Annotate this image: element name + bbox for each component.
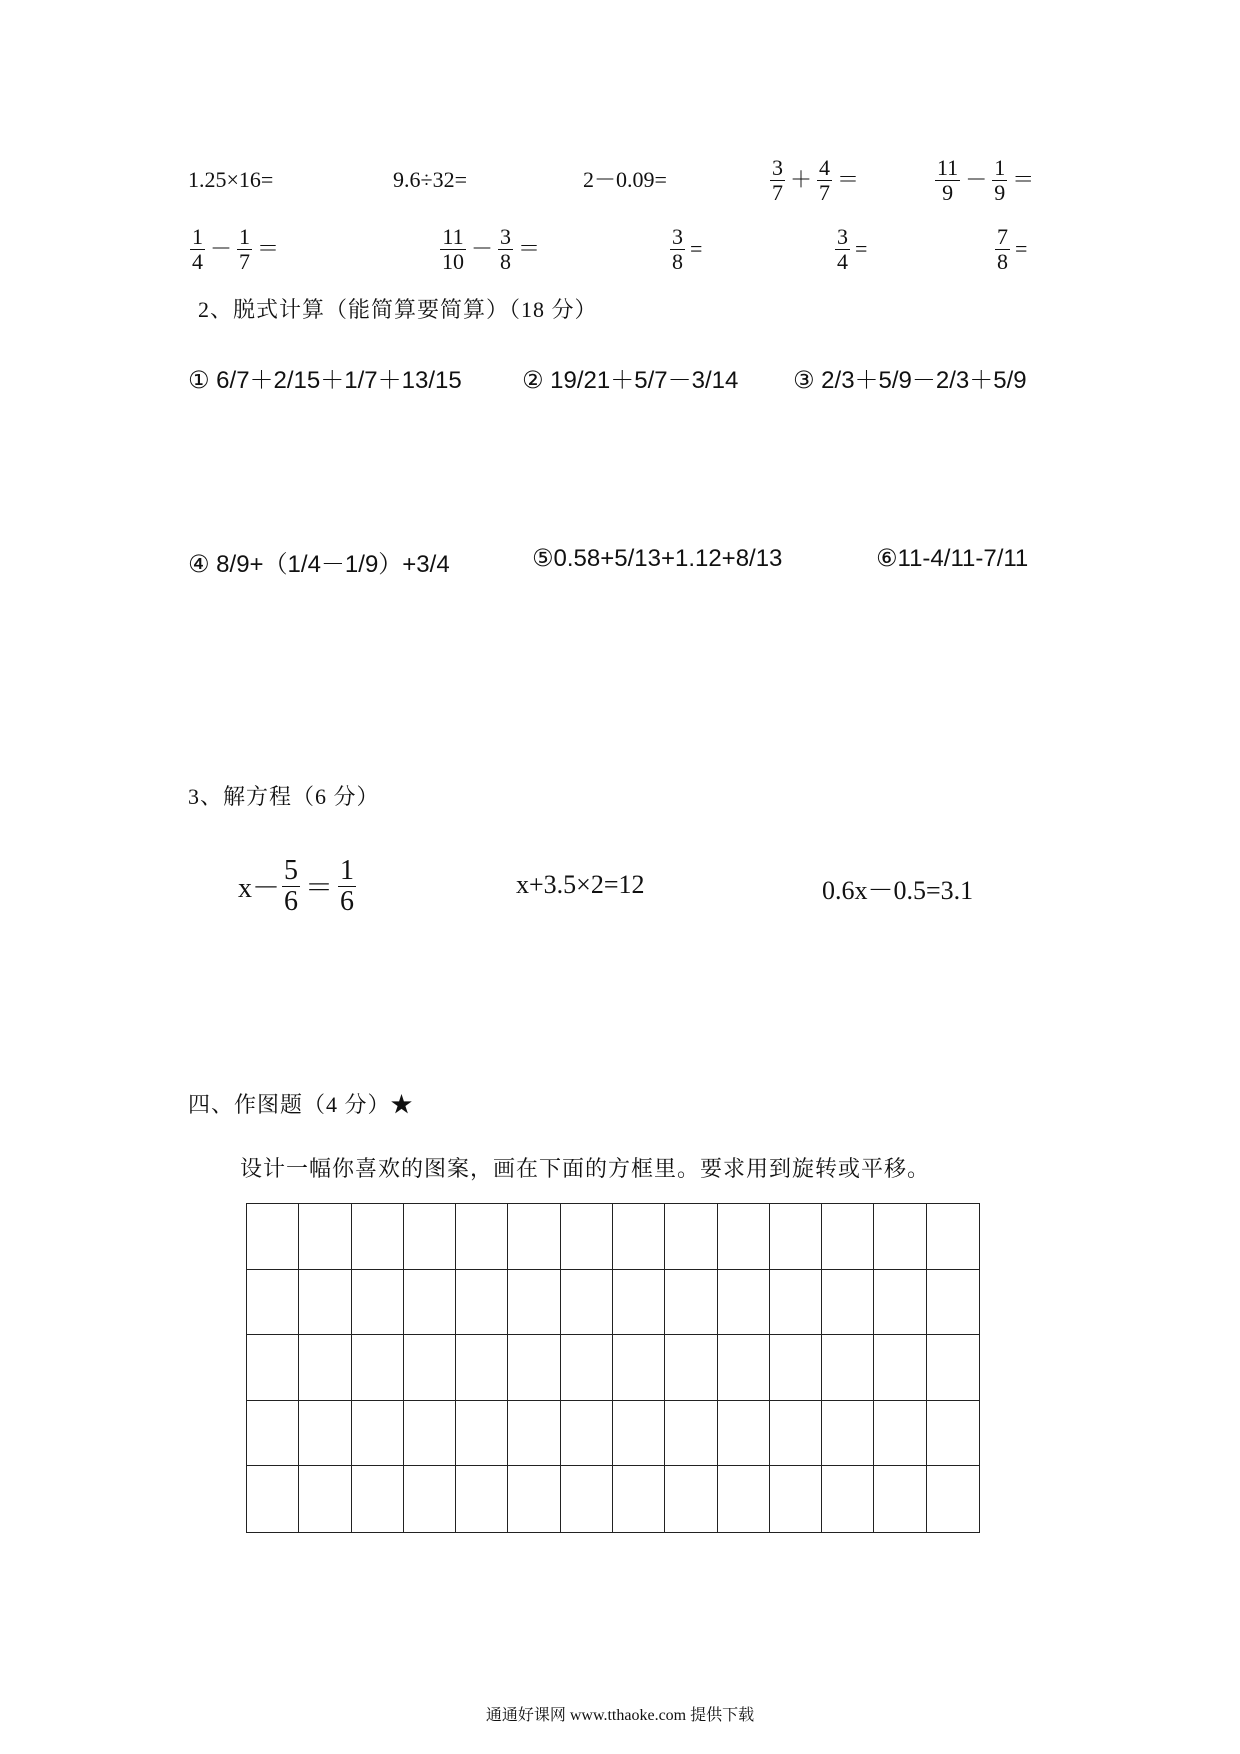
- row2-item-3-frac-num: 3: [672, 224, 683, 250]
- row2-item-2-frac-a-den: 10: [442, 248, 464, 274]
- grid-cell[interactable]: [561, 1270, 613, 1336]
- grid-cell[interactable]: [665, 1270, 717, 1336]
- row1-item-4-frac-b: [817, 156, 832, 203]
- grid-cell[interactable]: [874, 1270, 926, 1336]
- grid-cell[interactable]: [456, 1335, 508, 1401]
- grid-cell[interactable]: [247, 1401, 299, 1467]
- problem-2: ② 19/21＋5/7－3/14: [522, 367, 739, 394]
- grid-cell[interactable]: [247, 1270, 299, 1336]
- grid-cell[interactable]: [508, 1270, 560, 1336]
- row2-item-3-eq: =: [690, 236, 703, 261]
- section4-instruction: 设计一幅你喜欢的图案，画在下面的方框里。要求用到旋转或平移。: [240, 1156, 931, 1181]
- grid-cell[interactable]: [874, 1335, 926, 1401]
- grid-cell[interactable]: [874, 1204, 926, 1270]
- grid-cell[interactable]: [613, 1401, 665, 1467]
- grid-cell[interactable]: [456, 1270, 508, 1336]
- grid-cell[interactable]: [665, 1401, 717, 1467]
- drawing-grid[interactable]: [246, 1203, 980, 1533]
- footer-text: 通通好课网 www.tthaoke.com 提供下载: [485, 1707, 755, 1724]
- row2-item-1-frac-b-num: 1: [239, 224, 251, 250]
- row1-item-4-eq: ＝: [837, 167, 860, 192]
- grid-cell[interactable]: [665, 1204, 717, 1270]
- grid-cell[interactable]: [770, 1270, 822, 1336]
- grid-cell[interactable]: [822, 1270, 874, 1336]
- row2-item-3: [668, 216, 705, 282]
- equation-3: 0.6x－0.5=3.1: [822, 876, 974, 905]
- row1-item-5-frac-a-num: 11: [937, 155, 959, 181]
- grid-cell[interactable]: [404, 1270, 456, 1336]
- grid-cell[interactable]: [299, 1466, 351, 1532]
- grid-cell[interactable]: [561, 1401, 613, 1467]
- row1-item-4-frac-a-num: 3: [772, 155, 783, 181]
- problem-1: ① 6/7＋2/15＋1/7＋13/15: [188, 367, 462, 394]
- row2-item-4-eq: =: [855, 236, 868, 261]
- grid-cell[interactable]: [613, 1335, 665, 1401]
- grid-cell[interactable]: [613, 1270, 665, 1336]
- grid-cell[interactable]: [404, 1466, 456, 1532]
- section2-title: 2、脱式计算（能简算要简算）（18 分）: [198, 297, 598, 322]
- row2-item-2-op: －: [471, 236, 494, 261]
- grid-cell[interactable]: [927, 1270, 979, 1336]
- row1-item-4-frac-b-num: 4: [819, 155, 831, 181]
- grid-cell[interactable]: [874, 1401, 926, 1467]
- row1-item-5-frac-b-den: 9: [994, 179, 1006, 205]
- row2-item-1-eq: ＝: [257, 236, 280, 261]
- equation-1: [238, 846, 358, 926]
- equation-1-frac-a-den: 6: [284, 885, 299, 917]
- grid-cell[interactable]: [613, 1466, 665, 1532]
- grid-cell[interactable]: [718, 1335, 770, 1401]
- row2-item-2-frac-a-num: 11: [440, 225, 466, 249]
- row2-item-3-frac-den: 8: [672, 248, 683, 274]
- grid-cell[interactable]: [770, 1401, 822, 1467]
- row1-item-5-frac-b: [992, 156, 1007, 203]
- grid-cell[interactable]: [404, 1335, 456, 1401]
- problem-3: ③ 2/3＋5/9－2/3＋5/9: [793, 367, 1027, 394]
- row2-item-4-frac: [835, 225, 850, 272]
- row1-item-5: [933, 150, 1037, 210]
- grid-cell[interactable]: [508, 1204, 560, 1270]
- grid-cell[interactable]: [718, 1466, 770, 1532]
- row1-item-4: [768, 150, 862, 210]
- row2-item-4-frac-den: 4: [837, 248, 848, 274]
- grid-cell[interactable]: [352, 1204, 404, 1270]
- grid-cell[interactable]: [508, 1335, 560, 1401]
- grid-cell[interactable]: [456, 1204, 508, 1270]
- row1-item-1: [188, 150, 273, 210]
- row2-item-5: [993, 216, 1030, 282]
- row1-item-5-op: －: [965, 167, 988, 192]
- problem-6: ⑥11-4/11-7/11: [876, 545, 1029, 572]
- grid-cell[interactable]: [718, 1401, 770, 1467]
- oral-calc-row2: [188, 216, 1068, 282]
- section3-title: 3、解方程（6 分）: [188, 784, 380, 809]
- row1-item-4-frac-a: [770, 156, 785, 203]
- grid-cell[interactable]: [352, 1335, 404, 1401]
- grid-cell[interactable]: [613, 1204, 665, 1270]
- equation-1-frac-b-num: 1: [340, 855, 355, 887]
- equation-1-frac-b-den: 6: [340, 885, 355, 917]
- grid-cell[interactable]: [927, 1335, 979, 1401]
- row1-item-5-frac-a: [935, 156, 960, 203]
- row2-item-3-frac: [670, 225, 685, 272]
- row2-item-1-frac-b-den: 7: [239, 248, 251, 274]
- row2-item-4: [833, 216, 870, 282]
- grid-cell[interactable]: [770, 1204, 822, 1270]
- row1-item-3-text: 2－0.09=: [583, 167, 667, 192]
- row2-item-5-eq: =: [1015, 236, 1028, 261]
- grid-cell[interactable]: [770, 1335, 822, 1401]
- row1-item-5-frac-a-den: 9: [942, 179, 954, 205]
- problem-5: ⑤0.58+5/13+1.12+8/13: [532, 545, 783, 572]
- grid-cell[interactable]: [822, 1466, 874, 1532]
- equation-2: x+3.5×2=12: [516, 870, 645, 899]
- grid-cell[interactable]: [927, 1466, 979, 1532]
- grid-cell[interactable]: [299, 1204, 351, 1270]
- grid-cell[interactable]: [299, 1335, 351, 1401]
- grid-cell[interactable]: [299, 1270, 351, 1336]
- row2-item-2-frac-b-den: 8: [500, 248, 512, 274]
- row2-item-1-frac-a-den: 4: [192, 248, 203, 274]
- grid-cell[interactable]: [718, 1204, 770, 1270]
- grid-cell[interactable]: [508, 1401, 560, 1467]
- grid-cell[interactable]: [247, 1466, 299, 1532]
- grid-cell[interactable]: [247, 1204, 299, 1270]
- row1-item-1-text: 1.25×16=: [188, 167, 274, 192]
- grid-cell[interactable]: [352, 1466, 404, 1532]
- grid-cell[interactable]: [927, 1204, 979, 1270]
- grid-cell[interactable]: [770, 1466, 822, 1532]
- grid-cell[interactable]: [404, 1204, 456, 1270]
- row2-item-2-frac-a: [440, 225, 466, 272]
- grid-cell[interactable]: [665, 1466, 717, 1532]
- oral-calc-row1: [188, 150, 1068, 210]
- row1-item-5-frac-b-num: 1: [994, 155, 1006, 181]
- grid-cell[interactable]: [456, 1401, 508, 1467]
- row2-item-5-frac-num: 7: [997, 224, 1008, 250]
- row1-item-4-op: ＋: [790, 167, 813, 192]
- grid-cell[interactable]: [404, 1401, 456, 1467]
- row2-item-4-frac-num: 3: [837, 224, 848, 250]
- grid-cell[interactable]: [822, 1335, 874, 1401]
- row2-item-2-eq: ＝: [518, 236, 541, 261]
- grid-cell[interactable]: [352, 1270, 404, 1336]
- row2-item-1-frac-a-num: 1: [192, 224, 203, 250]
- row1-item-4-frac-b-den: 7: [819, 179, 831, 205]
- section4-title: 四、作图题（4 分）★: [188, 1092, 414, 1117]
- grid-cell[interactable]: [927, 1401, 979, 1467]
- grid-cell[interactable]: [561, 1466, 613, 1532]
- grid-cell[interactable]: [561, 1335, 613, 1401]
- equation-1-frac-a-num: 5: [284, 855, 299, 887]
- grid-cell[interactable]: [456, 1466, 508, 1532]
- row1-item-2: [393, 150, 467, 210]
- grid-cell[interactable]: [352, 1401, 404, 1467]
- row2-item-1: [188, 216, 282, 282]
- grid-cell[interactable]: [299, 1401, 351, 1467]
- row2-item-1-frac-a: [190, 225, 205, 272]
- equation-1-equals: ＝: [305, 873, 334, 904]
- grid-cell[interactable]: [874, 1466, 926, 1532]
- row1-item-2-text: 9.6÷32=: [393, 167, 467, 192]
- problem-4: ④ 8/9+（1/4－1/9）+3/4: [188, 551, 450, 578]
- row1-item-4-frac-a-den: 7: [772, 179, 783, 205]
- row2-item-2-frac-b-num: 3: [500, 224, 512, 250]
- row1-item-3: [583, 150, 667, 210]
- row2-item-5-frac: [995, 225, 1010, 272]
- grid-cell[interactable]: [508, 1466, 560, 1532]
- row2-item-1-frac-b: [237, 225, 252, 272]
- grid-cell[interactable]: [247, 1335, 299, 1401]
- row2-item-5-frac-den: 8: [997, 248, 1008, 274]
- row2-item-2-frac-b: [498, 225, 513, 272]
- row2-item-2: [438, 216, 543, 282]
- grid-cell[interactable]: [561, 1204, 613, 1270]
- grid-cell[interactable]: [665, 1335, 717, 1401]
- grid-cell[interactable]: [822, 1401, 874, 1467]
- row1-item-5-eq: ＝: [1012, 167, 1035, 192]
- grid-cell[interactable]: [822, 1204, 874, 1270]
- row2-item-1-op: －: [210, 236, 233, 261]
- equation-1-prefix: x－: [238, 873, 281, 904]
- grid-cell[interactable]: [718, 1270, 770, 1336]
